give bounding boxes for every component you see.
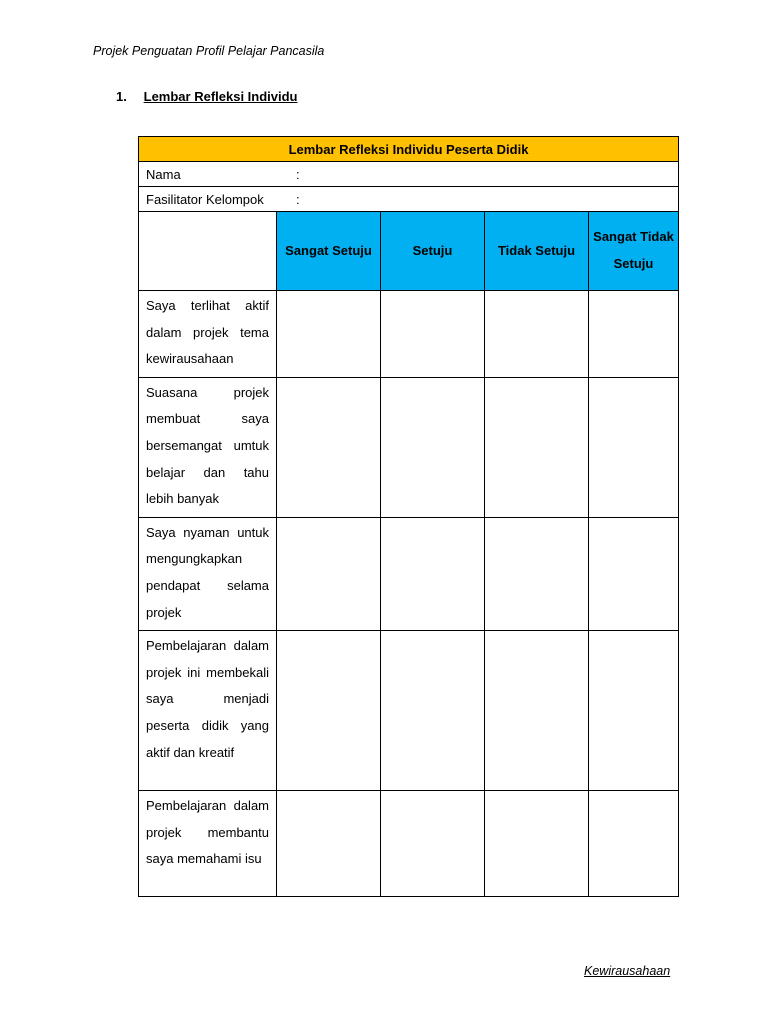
- header-empty-cell: [139, 212, 277, 291]
- response-cell[interactable]: [589, 791, 679, 897]
- facilitator-field[interactable]: [139, 187, 679, 212]
- response-cell[interactable]: [485, 291, 589, 378]
- response-cell[interactable]: [485, 517, 589, 630]
- section-heading: [116, 89, 298, 104]
- statement-text: Suasana projek membuat saya bersemangat umtuk belajar dan tahu lebih banyak: [139, 377, 277, 517]
- table-row: [139, 791, 679, 897]
- statement-text: Pembelajaran dalam projek ini membekali saya menjadi peserta didik yang aktif dan kreatif: [139, 631, 277, 791]
- table-row: [139, 517, 679, 630]
- section-number: 1.: [116, 89, 127, 104]
- response-cell[interactable]: [485, 791, 589, 897]
- response-cell[interactable]: [381, 377, 485, 517]
- response-cell[interactable]: [485, 377, 589, 517]
- response-cell[interactable]: [277, 377, 381, 517]
- response-cell[interactable]: [277, 291, 381, 378]
- facilitator-label: Fasilitator Kelompok: [146, 191, 264, 207]
- response-cell[interactable]: [381, 517, 485, 630]
- statement-text: Pembelajaran dalam projek membantu saya memahami isu: [139, 791, 277, 897]
- response-cell[interactable]: [589, 291, 679, 378]
- table-row: [139, 377, 679, 517]
- page-header: Projek Penguatan Profil Pelajar Pancasila: [93, 44, 325, 58]
- table-title-row: [139, 137, 679, 162]
- statement-text: Saya terlihat aktif dalam projek tema kewirausahaan: [139, 291, 277, 378]
- table-title: Lembar Refleksi Individu Peserta Didik: [139, 137, 679, 162]
- column-header-tidak-setuju: Tidak Setuju: [485, 212, 589, 291]
- response-cell[interactable]: [277, 631, 381, 791]
- table-row: [139, 291, 679, 378]
- response-cell[interactable]: [589, 517, 679, 630]
- column-header-sangat-setuju: Sangat Setuju: [277, 212, 381, 291]
- response-cell[interactable]: [381, 291, 485, 378]
- name-separator: :: [296, 166, 300, 182]
- name-label: Nama: [146, 166, 181, 182]
- response-cell[interactable]: [589, 631, 679, 791]
- column-header-setuju: Setuju: [381, 212, 485, 291]
- response-cell[interactable]: [277, 517, 381, 630]
- name-field[interactable]: [139, 162, 679, 187]
- statement-text: Saya nyaman untuk mengungkapkan pendapat selama projek: [139, 517, 277, 630]
- table-row: [139, 631, 679, 791]
- section-title: Lembar Refleksi Individu: [143, 89, 298, 104]
- reflection-table: [138, 136, 679, 897]
- page-footer: Kewirausahaan: [584, 964, 671, 978]
- column-header-sangat-tidak-setuju: Sangat Tidak Setuju: [589, 212, 679, 291]
- name-row: [139, 162, 679, 187]
- response-cell[interactable]: [589, 377, 679, 517]
- response-cell[interactable]: [381, 631, 485, 791]
- response-cell[interactable]: [277, 791, 381, 897]
- facilitator-row: [139, 187, 679, 212]
- column-header-row: [139, 212, 679, 291]
- response-cell[interactable]: [485, 631, 589, 791]
- facilitator-separator: :: [296, 191, 300, 207]
- response-cell[interactable]: [381, 791, 485, 897]
